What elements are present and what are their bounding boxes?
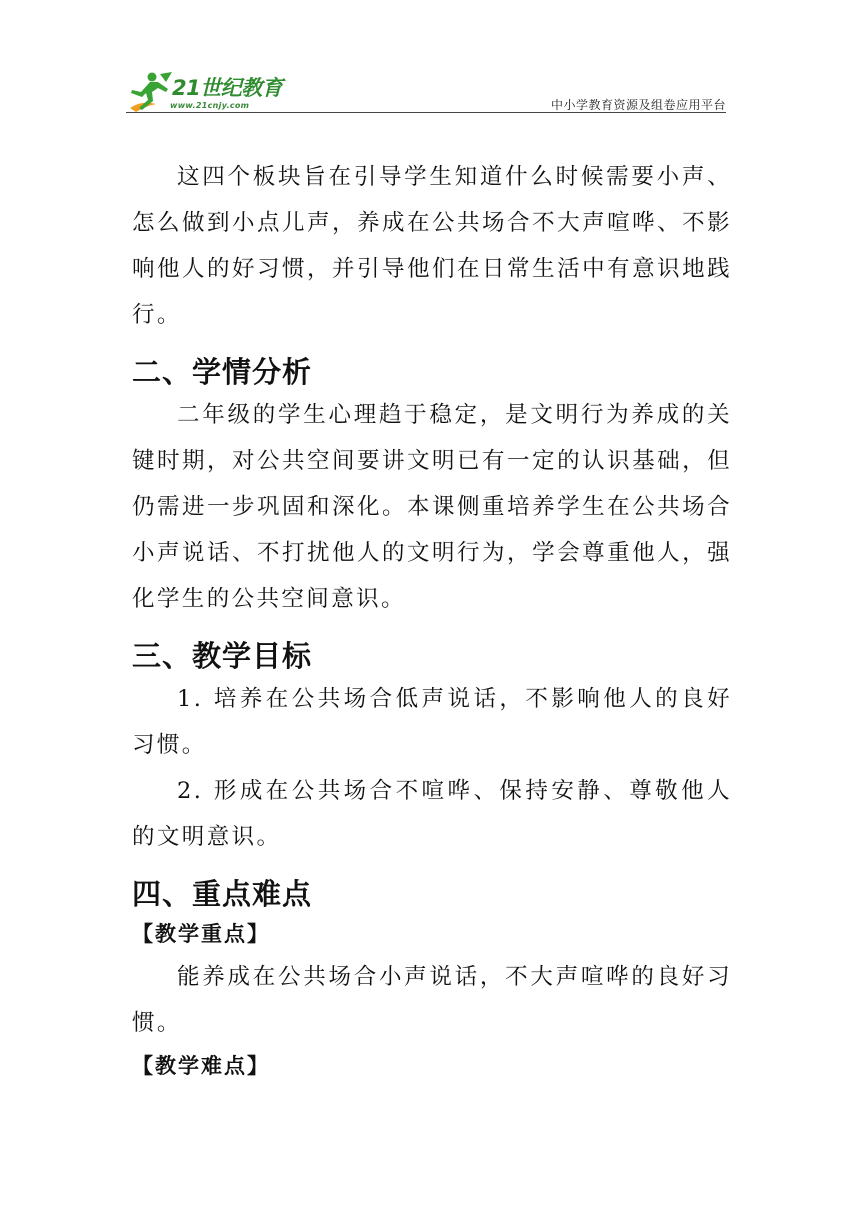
logo: [126, 70, 296, 114]
header-divider: [126, 112, 726, 113]
intro-paragraph: 这四个板块旨在引导学生知道什么时候需要小声、怎么做到小点儿声，养成在公共场合不大声喧哗、不影响他人的好习惯，并引导他们在日常生活中有意识地践行。: [132, 164, 732, 328]
section-heading-objectives: 三、教学目标: [132, 639, 313, 673]
brand-name: 21世纪教育: [172, 76, 283, 100]
key-point-paragraph: 能养成在公共场合小声说话，不大声喧哗的良好习惯。: [132, 964, 732, 1036]
subheading-difficulty: 【教学难点】: [132, 1054, 270, 1078]
section-heading-key-points: 四、重点难点: [132, 877, 313, 911]
objective-item-2: 2. 形成在公共场合不喧哗、保持安静、尊敬他人的文明意识。: [132, 778, 732, 850]
document-body: [132, 154, 732, 1086]
header-tagline: 中小学教育资源及组卷应用平台: [550, 98, 726, 112]
brand-url: www.21cnjy.com: [170, 101, 250, 110]
page-header: [126, 66, 726, 116]
subheading-key-point: 【教学重点】: [132, 922, 270, 946]
analysis-paragraph: 二年级的学生心理趋于稳定，是文明行为养成的关键时期，对公共空间要讲文明已有一定的认识基础，但仍需进一步巩固和深化。本课侧重培养学生在公共场合小声说话、不打扰他人的文明行为，学会尊重他人，强化学生的公共空间意识。: [132, 402, 732, 612]
objective-item-1: 1. 培养在公共场合低声说话，不影响他人的良好习惯。: [132, 686, 732, 758]
section-heading-analysis: 二、学情分析: [132, 355, 313, 389]
runner-logo-icon: [126, 70, 174, 114]
